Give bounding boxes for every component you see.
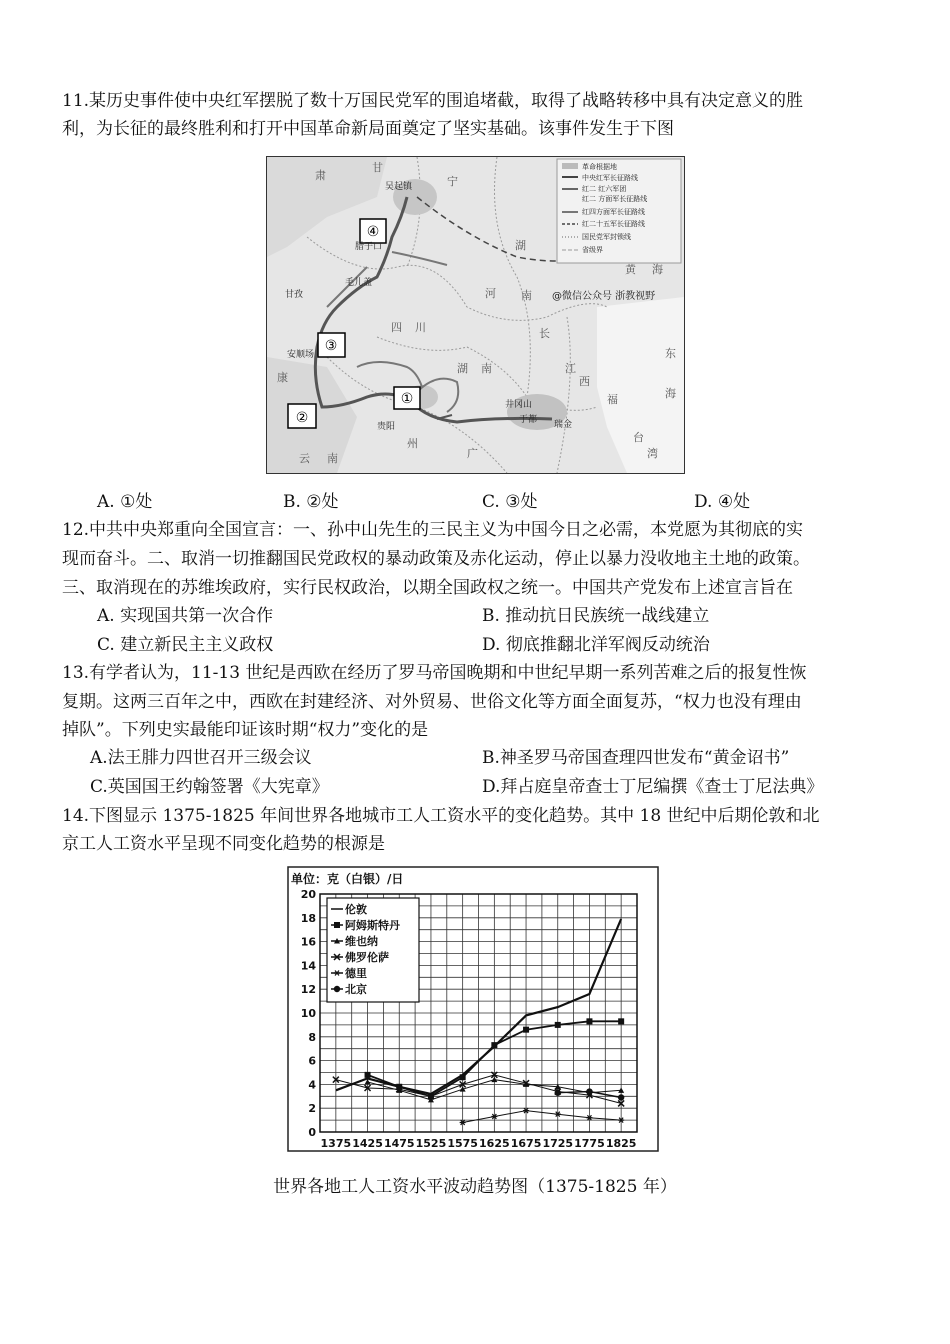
q13-option-a[interactable]: A.法王腓力四世召开三级会议: [90, 748, 312, 768]
x-tick-label: 1825: [605, 1137, 637, 1150]
data-point-series-6: [618, 1094, 624, 1100]
x-tick-label: 1425: [352, 1137, 383, 1150]
region-label: 康: [277, 371, 288, 384]
region-label: 福: [607, 393, 618, 406]
q11-stem-line1: 11.某历史事件使中央红军摆脱了数十万国民党军的围追堵截，取得了战略转移中具有决定意义的胜: [62, 91, 804, 111]
x-tick-label: 1475: [383, 1137, 415, 1150]
q13-option-d[interactable]: D.拜占庭皇帝查士丁尼编撰《查士丁尼法典》: [482, 777, 824, 797]
wage-chart: [287, 866, 659, 1152]
legend-marker: [334, 986, 340, 992]
legend-label: 德里: [345, 967, 367, 980]
data-point-series-2: [618, 1018, 624, 1024]
y-tick-label: 16: [300, 935, 316, 949]
map-marker-2: ②: [295, 410, 309, 426]
legend-item: 革命根据地: [582, 163, 617, 171]
place-wuqizhen: 吴起镇: [385, 182, 413, 192]
place-anshunchang: 安顺场: [287, 350, 315, 360]
region-label: 肃: [315, 169, 326, 182]
chart-title: 单位：克（白银）/日: [291, 872, 404, 886]
place-jinggangshan: 井冈山: [505, 400, 533, 410]
q13-stem-line1: 13.有学者认为，11-13 世纪是西欧在经历了罗马帝国晚期和中世纪早期一系列苦难之后的报复性恢: [62, 663, 807, 683]
q11-option-a[interactable]: A. ①处: [97, 492, 153, 512]
place-lazikou: 腊子口: [355, 242, 383, 252]
legend-item: 国民党军封锁线: [582, 233, 631, 241]
map-illustration: [267, 157, 684, 473]
q12-option-c[interactable]: C. 建立新民主主义政权: [97, 635, 274, 655]
x-tick-label: 1625: [479, 1137, 510, 1150]
legend-label: 维也纳: [345, 935, 378, 948]
q11-option-c[interactable]: C. ③处: [482, 492, 538, 512]
q13-stem-line2: 复期。这两三百年之中，西欧在封建经济、对外贸易、世俗文化等方面全面复苏，“权力也没有理由: [62, 692, 802, 712]
watermark: @微信公众号 浙教视野: [552, 291, 656, 302]
q13-option-b[interactable]: B.神圣罗马帝国查理四世发布“黄金诏书”: [482, 748, 790, 768]
x-tick-label: 1675: [510, 1137, 542, 1150]
region-label: 河: [485, 287, 496, 300]
region-label: 海: [665, 387, 676, 400]
place-guiyang: 贵阳: [377, 422, 396, 432]
legend-label: 佛罗伦萨: [345, 951, 389, 964]
region-label: 南: [521, 289, 532, 302]
q13-stem-line3: 掉队”。下列史实最能印证该时期“权力”变化的是: [62, 720, 429, 740]
region-label: 江: [565, 362, 576, 375]
q14-stem-line2: 京工人工资水平呈现不同变化趋势的根源是: [62, 834, 385, 854]
data-point-series-6: [586, 1088, 592, 1094]
region-label: 甘: [372, 161, 383, 174]
x-tick-label: 1375: [320, 1137, 352, 1150]
q12-stem-line2: 现而奋斗。二、取消一切推翻国民党政权的暴动政策及赤化运动，停止以暴力没收地主土地的政策。: [62, 549, 810, 569]
q12-stem-line3: 三、取消现在的苏维埃政府，实行民权政治，以期全国政权之统一。中国共产党发布上述宣言旨在: [62, 578, 793, 598]
region-label: 长: [539, 327, 550, 340]
region-label: 台: [633, 431, 644, 444]
x-tick-label: 1775: [574, 1137, 605, 1150]
q11-stem-line2: 利，为长征的最终胜利和打开中国革命新局面奠定了坚实基础。该事件发生于下图: [62, 119, 674, 139]
y-tick-label: 20: [300, 888, 316, 901]
x-tick-label: 1725: [542, 1137, 574, 1150]
q11-option-b[interactable]: B. ②处: [283, 492, 339, 512]
y-tick-label: 2: [308, 1102, 316, 1116]
region-label: 南: [327, 452, 338, 465]
data-point-series-2: [460, 1074, 466, 1080]
region-label: 西: [579, 375, 590, 388]
legend-marker: [334, 922, 340, 928]
y-tick-label: 18: [300, 911, 316, 925]
data-point-series-6: [555, 1090, 561, 1096]
region-label: 黄: [625, 263, 636, 276]
q12-option-a[interactable]: A. 实现国共第一次合作: [97, 606, 274, 626]
region-label: 湖: [515, 239, 526, 252]
region-label: 南: [481, 362, 492, 375]
y-tick-label: 14: [300, 959, 316, 973]
region-label: 云: [299, 452, 310, 465]
wage-chart-svg: [287, 866, 659, 1152]
region-label: 海: [652, 263, 663, 276]
long-march-map: [266, 156, 685, 474]
x-tick-label: 1575: [447, 1137, 478, 1150]
legend-item: 中央红军长征路线: [582, 174, 638, 182]
place-maoergai: 毛儿盖: [345, 278, 373, 288]
q12-option-b[interactable]: B. 推动抗日民族统一战线建立: [482, 606, 710, 626]
region-label: 湾: [647, 447, 658, 460]
y-tick-label: 0: [308, 1126, 316, 1139]
data-point-series-2: [555, 1022, 561, 1028]
data-point-series-2: [523, 1027, 529, 1033]
region-label: 四: [391, 321, 402, 334]
q14-stem-line1: 14.下图显示 1375-1825 年间世界各地城市工人工资水平的变化趋势。其中 18 世纪中后期伦敦和北: [62, 806, 820, 826]
y-tick-label: 12: [300, 983, 316, 997]
region-label: 川: [415, 321, 426, 334]
legend-item: 红二十五军长征路线: [582, 220, 645, 228]
q12-option-d[interactable]: D. 彻底推翻北洋军阀反动统治: [482, 635, 710, 655]
region-label: 东: [665, 347, 676, 360]
y-tick-label: 6: [308, 1054, 316, 1068]
q13-option-c[interactable]: C.英国国王约翰签署《大宪章》: [90, 777, 329, 797]
y-tick-label: 8: [308, 1030, 316, 1044]
map-marker-3: ③: [324, 338, 338, 354]
x-tick-label: 1525: [415, 1137, 447, 1150]
data-point-series-2: [491, 1042, 497, 1048]
region-label: 广: [467, 447, 478, 460]
place-ruijin: 瑞金: [554, 420, 573, 430]
y-tick-label: 4: [308, 1078, 316, 1092]
legend-label: 伦敦: [345, 903, 367, 916]
place-ganzi: 甘孜: [285, 290, 304, 300]
y-tick-label: 10: [300, 1007, 316, 1020]
place-yudu: 于都: [519, 415, 538, 425]
legend-item: 红二 方面军长征路线: [582, 195, 648, 203]
legend-item: 省级界: [582, 246, 603, 254]
map-marker-4: ④: [366, 224, 380, 240]
map-marker-1: ①: [400, 391, 414, 407]
region-label: 宁: [447, 175, 458, 188]
legend-item: 红二 红六军团: [582, 185, 627, 193]
legend-label: 北京: [345, 983, 367, 996]
data-point-series-2: [365, 1072, 371, 1078]
legend-label: 阿姆斯特丹: [345, 919, 400, 932]
legend-item: 红四方面军长征路线: [582, 208, 645, 216]
data-point-series-2: [586, 1018, 592, 1024]
chart-caption: 世界各地工人工资水平波动趋势图（1375-1825 年）: [273, 1177, 677, 1197]
q12-stem-line1: 12.中共中央郑重向全国宣言：一、孙中山先生的三民主义为中国今日之必需，本党愿为其彻底的实: [62, 520, 804, 540]
legend-box: [327, 898, 419, 1002]
region-label: 州: [407, 437, 418, 450]
q11-option-d[interactable]: D. ④处: [694, 492, 751, 512]
region-label: 湖: [457, 362, 468, 375]
